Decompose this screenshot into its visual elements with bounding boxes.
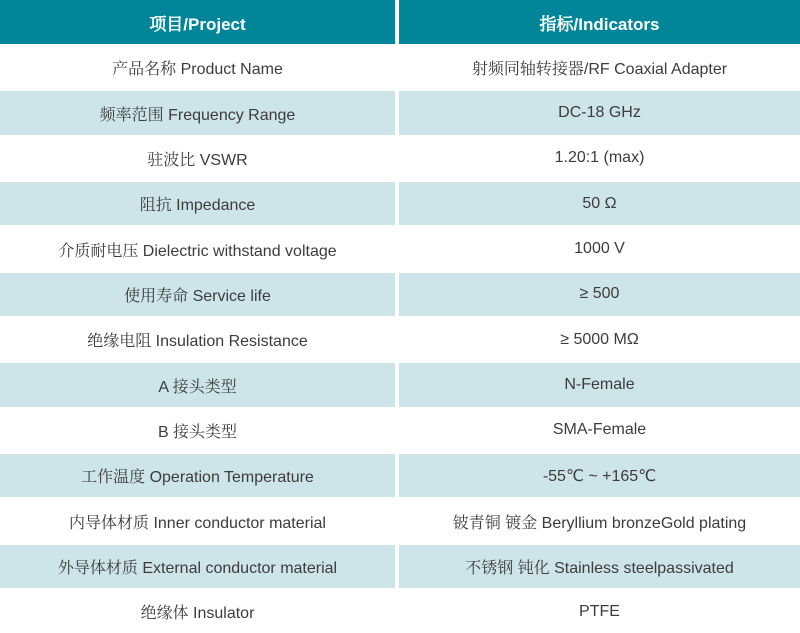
cell-indicator: 1.20:1 (max) — [397, 136, 800, 181]
cell-indicator: -55℃ ~ +165℃ — [397, 453, 800, 498]
cell-indicator: DC-18 GHz — [397, 90, 800, 135]
cell-indicator: 铍青铜 镀金 Beryllium bronzeGold plating — [397, 498, 800, 543]
cell-indicator: PTFE — [397, 589, 800, 633]
cell-project: 绝缘体 Insulator — [0, 589, 397, 633]
table-row — [0, 544, 800, 589]
cell-indicator: 1000 V — [397, 226, 800, 271]
table-row — [0, 453, 800, 498]
column-header-project: 项目/Project — [0, 0, 397, 45]
spec-table-header — [0, 0, 800, 45]
table-row — [0, 136, 800, 181]
cell-project: A 接头类型 — [0, 362, 397, 407]
table-row — [0, 408, 800, 453]
cell-project: 内导体材质 Inner conductor material — [0, 498, 397, 543]
cell-indicator: ≥ 500 — [397, 272, 800, 317]
cell-indicator: SMA-Female — [397, 408, 800, 453]
cell-project: B 接头类型 — [0, 408, 397, 453]
cell-project: 介质耐电压 Dielectric withstand voltage — [0, 226, 397, 271]
cell-indicator: ≥ 5000 MΩ — [397, 317, 800, 362]
table-row — [0, 317, 800, 362]
cell-indicator: 射频同轴转接器/RF Coaxial Adapter — [397, 45, 800, 90]
cell-project: 绝缘电阻 Insulation Resistance — [0, 317, 397, 362]
table-row — [0, 589, 800, 633]
header-row — [0, 0, 800, 45]
table-row — [0, 272, 800, 317]
table-row — [0, 226, 800, 271]
cell-indicator: 不锈钢 钝化 Stainless steelpassivated — [397, 544, 800, 589]
column-header-indicator: 指标/Indicators — [397, 0, 800, 45]
table-row — [0, 45, 800, 90]
cell-project: 工作温度 Operation Temperature — [0, 453, 397, 498]
cell-project: 驻波比 VSWR — [0, 136, 397, 181]
cell-indicator: 50 Ω — [397, 181, 800, 226]
cell-project: 外导体材质 External conductor material — [0, 544, 397, 589]
cell-project: 频率范围 Frequency Range — [0, 90, 397, 135]
cell-project: 产品名称 Product Name — [0, 45, 397, 90]
cell-project: 阻抗 Impedance — [0, 181, 397, 226]
table-row — [0, 498, 800, 543]
table-row — [0, 362, 800, 407]
cell-project: 使用寿命 Service life — [0, 272, 397, 317]
table-row — [0, 90, 800, 135]
table-row — [0, 181, 800, 226]
cell-indicator: N-Female — [397, 362, 800, 407]
spec-table-body — [0, 45, 800, 633]
